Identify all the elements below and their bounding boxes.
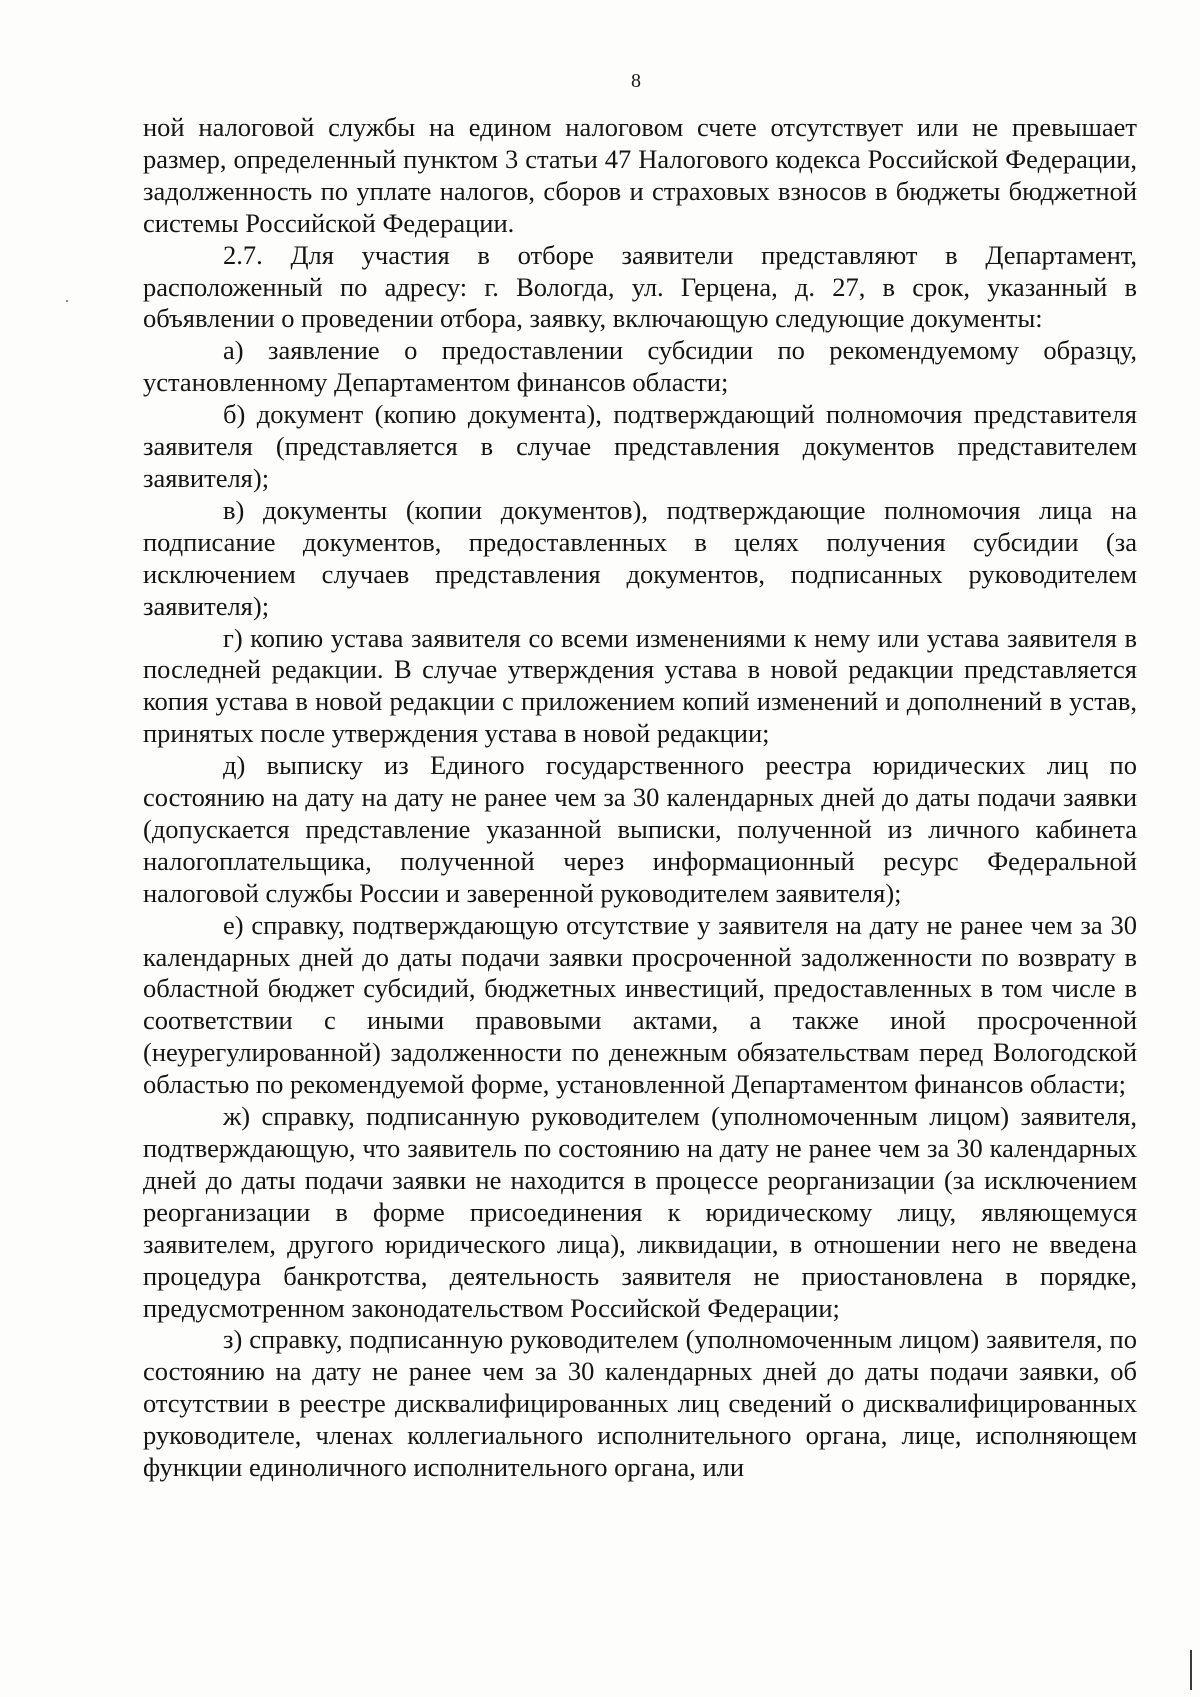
paragraph-item-zh: ж) справку, подписанную руководителем (уполномоченным лицом) заявителя, подтверждающую, что заявитель по состоянию на дату не ранее чем за 30 календарных дней до даты подачи заявки не находится в процессе реорганизации (за исключением реорганизации в форме присоединения к юридическому лицу, являющемуся заявителем, другого юридического лица), ликвидации, в отношении него не введена процедура банкротства, деятельность заявителя не приостановлена в порядке, предусмотренном законодательством Российской Федерации; <box>143 1101 1137 1323</box>
paragraph-item-g: г) копию устава заявителя со всеми изменениями к нему или устава заявителя в последней редакции. В случае утверждения устава в новой редакции представляется копия устава в новой редакции с приложением копий изменений и дополнений в устав, принятых после утверждения устава в новой редакции; <box>143 622 1137 749</box>
paragraph-item-a: а) заявление о предоставлении субсидии по рекомендуемому образцу, установленному Департаментом финансов области; <box>143 335 1137 398</box>
paragraph-section-2-7: 2.7. Для участия в отборе заявители представляют в Департамент, расположенный по адресу: г. Вологда, ул. Герцена, д. 27, в срок, указанный в объявлении о проведении отбора, заявку, включающую следующие документы: <box>143 239 1137 334</box>
scan-margin-mark <box>66 300 68 302</box>
page-number: 8 <box>631 70 641 92</box>
paragraph-continuation: ной налоговой службы на едином налоговом счете отсутствует или не превышает размер, определенный пунктом 3 статьи 47 Налогового кодекса Российской Федерации, задолженность по уплате налогов, сборов и страховых взносов в бюджеты бюджетной системы Российской Федерации. <box>143 112 1137 238</box>
paragraph-item-b: б) документ (копию документа), подтверждающий полномочия представителя заявителя (представляется в случае представления документов представителем заявителя); <box>143 399 1137 493</box>
scan-edge-mark <box>1190 1650 1192 1690</box>
paragraph-item-e: е) справку, подтверждающую отсутствие у заявителя на дату не ранее чем за 30 календарных дней до даты подачи заявки просроченной задолженности по возврату в областной бюджет субсидий, бюджетных инвестиций, предоставленных в том числе в соответствии с иными правовыми актами, а также иной просроченной (неурегулированной) задолженности по денежным обязательствам перед Вологодской областью по рекомендуемой форме, установленной Департаментом финансов области; <box>143 909 1137 1100</box>
paragraph-item-z: з) справку, подписанную руководителем (уполномоченным лицом) заявителя, по состоянию на дату не ранее чем за 30 календарных дней до даты подачи заявки, об отсутствии в реестре дисквалифицированных лиц сведений о дисквалифицированных руководителе, членах коллегиального исполнительного органа, лице, исполняющем функции единоличного исполнительного органа, или <box>143 1324 1137 1483</box>
document-body <box>143 112 1137 1484</box>
paragraph-item-v: в) документы (копии документов), подтверждающие полномочия лица на подписание документов, предоставленных в целях получения субсидии (за исключением случаев представления документов, подписанных руководителем заявителя); <box>143 494 1137 621</box>
paragraph-item-d: д) выписку из Единого государственного реестра юридических лиц по состоянию на дату на дату не ранее чем за 30 календарных дней до даты подачи заявки (допускается представление указанной выписки, полученной из личного кабинета налогоплательщика, полученной через информационный ресурс Федеральной налоговой службы России и заверенной руководителем заявителя); <box>143 750 1137 908</box>
